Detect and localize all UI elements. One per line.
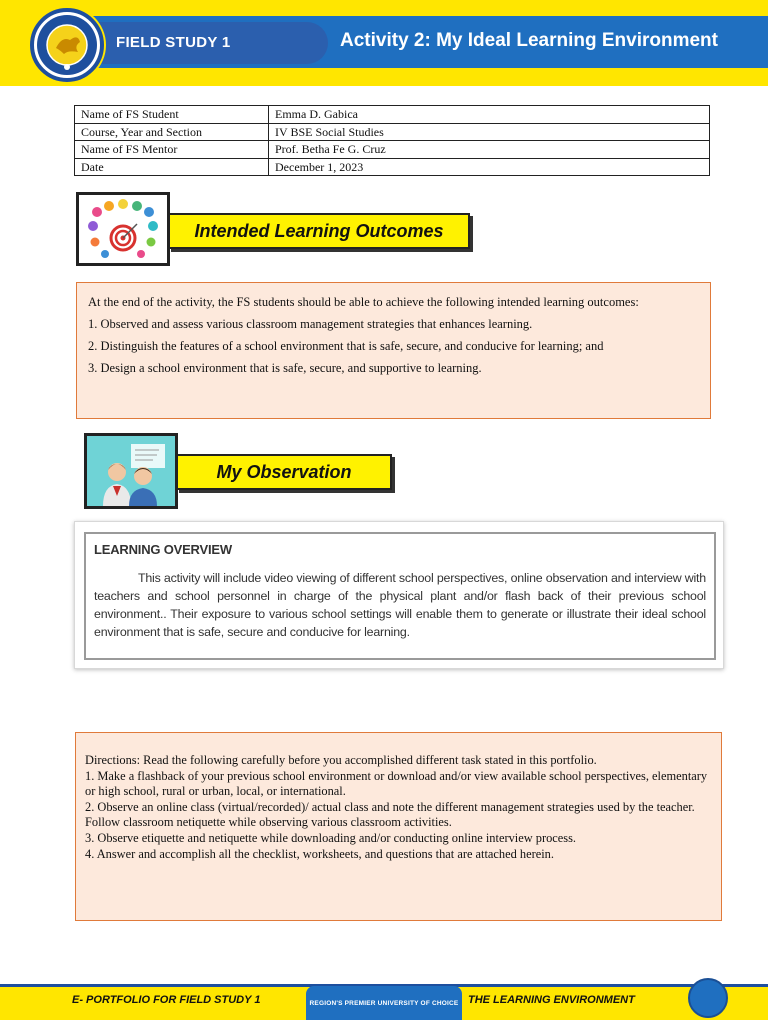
footer-center-tag: REGION'S PREMIER UNIVERSITY OF CHOICE	[306, 986, 462, 1020]
ilo-item: 3. Design a school environment that is safe, secure, and supportive to learning.	[88, 361, 482, 375]
info-value: Prof. Betha Fe G. Cruz	[269, 141, 710, 159]
info-label: Course, Year and Section	[75, 123, 269, 141]
info-label: Date	[75, 158, 269, 176]
info-value: IV BSE Social Studies	[269, 123, 710, 141]
ilo-item: 1. Observed and assess various classroom management strategies that enhances learning.	[88, 317, 533, 331]
directions-item: 4. Answer and accomplish all the checklist, worksheets, and questions that are attached herein.	[85, 846, 554, 861]
info-value: December 1, 2023	[269, 158, 710, 176]
learning-overview-title: LEARNING OVERVIEW	[94, 542, 232, 557]
directions-item: 1. Make a flashback of your previous school environment or download and/or view available school perspectives, elementary or high school, rural or urban, local, or international.	[85, 768, 708, 799]
directions-item: 2. Observe an online class (virtual/recorded)/ actual class and note the different management strategies used by the teacher. Follow classroom netiquette while observing various classroom activities.	[85, 799, 695, 830]
observation-heading: My Observation	[176, 454, 392, 490]
observation-illustration	[84, 433, 178, 509]
footer-circle-icon	[688, 978, 728, 1018]
page-footer	[0, 972, 768, 1024]
ilo-item: 2. Distinguish the features of a school environment that is safe, secure, and conducive for learning; and	[88, 339, 604, 353]
learning-overview-card	[74, 521, 724, 669]
university-seal-icon	[30, 8, 104, 82]
info-label: Name of FS Mentor	[75, 141, 269, 159]
table-row	[75, 158, 710, 176]
table-row	[75, 123, 710, 141]
ilo-heading: Intended Learning Outcomes	[168, 213, 470, 249]
table-row	[75, 106, 710, 124]
student-info-table	[74, 105, 710, 176]
ilo-intro: At the end of the activity, the FS students should be able to achieve the following intended learning outcomes:	[88, 295, 639, 309]
footer-right-text: THE LEARNING ENVIRONMENT	[468, 994, 635, 1006]
ilo-box	[76, 282, 711, 419]
directions-item: 3. Observe etiquette and netiquette while downloading and/or conducting online interview process.	[85, 830, 577, 845]
ilo-illustration	[76, 192, 170, 266]
field-study-label: FIELD STUDY 1	[116, 34, 231, 51]
directions-box	[75, 732, 722, 921]
activity-title: Activity 2: My Ideal Learning Environment	[340, 30, 718, 51]
teachers-illustration	[87, 436, 175, 506]
directions-intro: Directions: Read the following carefully before you accomplished different task stated in this portfolio.	[85, 753, 597, 767]
info-value: Emma D. Gabica	[269, 106, 710, 124]
info-label: Name of FS Student	[75, 106, 269, 124]
learning-overview-frame	[84, 532, 716, 660]
target-icons-illustration	[79, 195, 167, 265]
learning-overview-body: This activity will include video viewing of different school perspectives, online observation and interview with teachers and school personnel in charge of the physical plant and/or flash back of their previous school environment.. Their exposure to various school settings will enable them to generate or illustrate their ideal school environment that is safe, secure and conducive for learning.	[94, 571, 706, 639]
page-header	[0, 0, 768, 86]
footer-left-text: E- PORTFOLIO FOR FIELD STUDY 1	[72, 994, 261, 1006]
table-row	[75, 141, 710, 159]
